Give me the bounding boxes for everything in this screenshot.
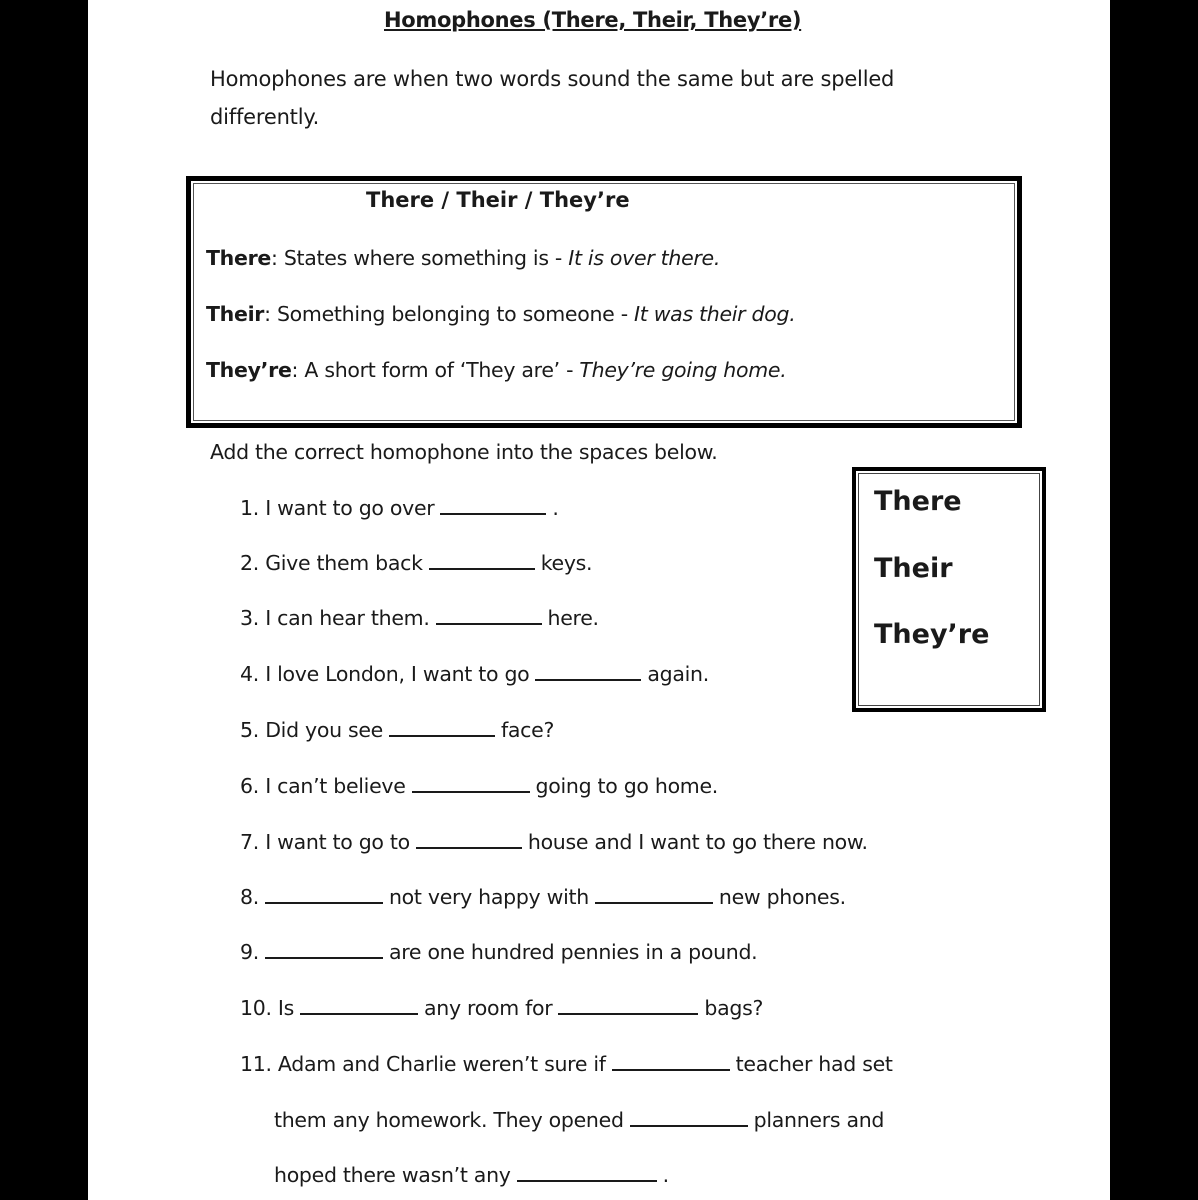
answer-blank[interactable]: [612, 1068, 730, 1071]
worksheet-title: Homophones (There, Their, They’re): [384, 8, 802, 32]
definition-meaning: Something belonging to someone -: [276, 302, 635, 326]
definition-meaning: States where something is -: [283, 246, 569, 270]
answer-blank[interactable]: [595, 901, 713, 904]
definition-example: It is over there.: [568, 246, 721, 270]
definition-example: They’re going home.: [579, 358, 787, 382]
question-9: 9. are one hundred pennies in a pound.: [240, 940, 758, 964]
question-4: 4. I love London, I want to go again.: [240, 662, 709, 686]
instruction-text: Add the correct homophone into the spaces below.: [210, 440, 718, 464]
word-bank-their: Their: [874, 553, 953, 584]
question-6: 6. I can’t believe going to go home.: [240, 774, 719, 798]
question-10: 10. Is any room for bags?: [240, 996, 764, 1020]
answer-blank[interactable]: [630, 1124, 748, 1127]
question-11-line-1: 11. Adam and Charlie weren’t sure if teacher had set: [240, 1052, 893, 1076]
question-7: 7. I want to go to house and I want to go there now.: [240, 830, 868, 854]
answer-blank[interactable]: [412, 790, 530, 793]
definition-their: Their: Something belonging to someone - It was their dog.: [206, 302, 796, 326]
answer-blank[interactable]: [389, 734, 495, 737]
worksheet-page: [88, 0, 1110, 1200]
answer-blank[interactable]: [440, 512, 546, 515]
question-2: 2. Give them back keys.: [240, 551, 593, 575]
definition-term: Their: [206, 302, 265, 326]
answer-blank[interactable]: [436, 622, 542, 625]
definition-theyre: They’re: A short form of ‘They are’ - They’re going home.: [206, 358, 787, 382]
question-3: 3. I can hear them. here.: [240, 606, 599, 630]
definition-meaning: A short form of ‘They are’ -: [304, 358, 580, 382]
answer-blank[interactable]: [416, 846, 522, 849]
answer-blank[interactable]: [517, 1179, 657, 1182]
question-11-line-2: them any homework. They opened planners and: [274, 1108, 885, 1132]
question-8: 8. not very happy with new phones.: [240, 885, 846, 909]
answer-blank[interactable]: [429, 567, 535, 570]
answer-blank[interactable]: [300, 1012, 418, 1015]
word-bank-theyre: They’re: [874, 619, 990, 650]
answer-blank[interactable]: [535, 678, 641, 681]
definition-example: It was their dog.: [634, 302, 796, 326]
answer-blank[interactable]: [265, 956, 383, 959]
definition-term: They’re: [206, 358, 292, 382]
definition-there: There: States where something is - It is over there.: [206, 246, 721, 270]
answer-blank[interactable]: [558, 1012, 698, 1015]
definition-term: There: [206, 246, 271, 270]
definitions-heading: There / Their / They’re: [366, 188, 630, 212]
intro-text: Homophones are when two words sound the same but are spelled differently.: [210, 67, 895, 129]
question-1: 1. I want to go over .: [240, 496, 559, 520]
answer-blank[interactable]: [265, 901, 383, 904]
question-5: 5. Did you see face?: [240, 718, 555, 742]
question-11-line-3: hoped there wasn’t any .: [274, 1163, 669, 1187]
word-bank-there: There: [874, 486, 962, 517]
